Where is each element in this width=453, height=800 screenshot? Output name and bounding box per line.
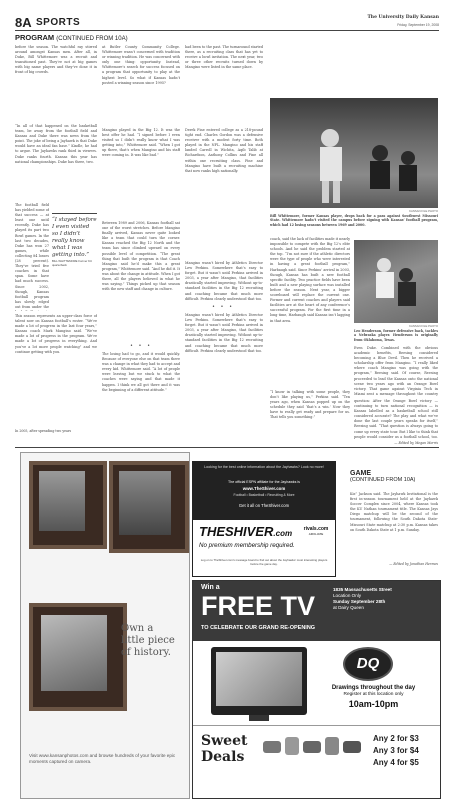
- story-col3-bottom: Mangino wasn’t hired by Athletics Director Lew Perkins. Somewhere that’s easy to forget. But it wasn’t until Perkins arrived in 2003, a year after Mangino, that facilities drastically started improving. Without up-to-standard facilities in the Big 12 recruiting and coaching became that much more difficult. Perkins clearly understood that too.: [185, 261, 263, 301]
- page-header: [15, 12, 439, 32]
- paper-name: The University Daily Kansan: [367, 15, 439, 20]
- story-col2-bottom2: The losing had to go, and it would quickly. Because of everyone else on that team there was a change in what they had to accept and every kid. Whittemore said. “A lot of people were leaving but we stuck to what the coaches were saying and that made it happen. I think we all got there and it was the beginning of a different attitude.”: [102, 352, 180, 392]
- story-col2-bottom: Between 1989 and 2006, Kansas football sat one of the worst stretches. Before Mangino finally arrived, Kansas never quite looked like a team that could turn the corner. Kansas reached the Big 12 North and the team has since climbed upward on every possible level of competition. “The great thing that built the program is that Coach Mangino said he’d make this a great program,” Whittemore said. “And he did it. It was about the change in attitude. When I got there, all the players believed in what he was saying.” Things picked up that season with the new staff and change in culture.: [102, 221, 180, 292]
- left-small-caption: In 2005, after spreading two years: [15, 429, 72, 433]
- tv-stand: [249, 715, 269, 721]
- dairy-queen-ad: [192, 580, 441, 799]
- page-number: 8A: [15, 15, 32, 30]
- second-photo-credit: KANSAN FILE PHOTO: [409, 324, 438, 328]
- game-edited-by: — Edited by Jonathan Hermes: [389, 562, 438, 566]
- shiver-affiliate-1: The official ESPN affiliate for the Jayhawks is: [228, 480, 300, 484]
- treats-illustration: [263, 733, 363, 773]
- rivals-tag: AFFILIATE: [308, 532, 324, 536]
- dq-hours: 10am-10pm: [348, 699, 399, 709]
- pullquote-credit: BILL WHITTEMORE Former KU quarterback: [52, 259, 92, 268]
- dq-address-1: 1835 Massachusetts Street: [333, 587, 392, 592]
- dq-top-banner: [193, 581, 440, 641]
- game-kicker: [350, 470, 440, 483]
- story-edited-by: — Edited by Megan Morris: [394, 441, 438, 445]
- story-col1-last: This season represents an upper-class force of talent now on Kansas football’s roster. “We’re made a lot of progress in the last four years,” Kansas coach Mark Mangino said. “We’ve made a lot of progress in the program. We’re made a lot of progress in everything. And you’ve a lot more people watching” and we continue getting with you.: [15, 314, 97, 354]
- football-action-icon: [270, 98, 438, 208]
- section-break-bullets: • • •: [130, 343, 153, 349]
- main-photo: [270, 98, 438, 208]
- deals-list: [373, 733, 435, 769]
- frame-1-image: [39, 471, 85, 531]
- treat-icon-3: [303, 741, 321, 753]
- story-col3-mid: Derek Fine entered college as a 218-pound tight end. Charles Gordon was a defensive receiver with a modest forty time. Both played in the NFL. Mangino and his staff landed Carroll in Wichita, Aqib Talib at Richardson, Anthony Collins and Fine all within one recruiting class. Fine and Mangino have built a recruiting machine that now ranks high nationally.: [185, 128, 263, 173]
- photo-frame-3: [29, 603, 127, 711]
- dq-win-label: Win a: [201, 584, 220, 591]
- story-col1-mid: “In all of that happened on the basketball team, be away from the football field and Kansas and Duke there was news from the point. The joke of being a Jayhawk is that Duke would have an ideal fan base.” Kindle, he had to argue. The Jayhawks rank third in viewers. Duke ranks fourth. Kansas this year has national championships. Duke has three, two.: [15, 124, 97, 164]
- game-kicker-label: GAME: [350, 470, 371, 477]
- story-col2-top: at Butler County Community College. Whittemore wasn’t concerned with tradition or winning tradition. He was concerned with only one thing: opportunity. Instead, Whittemore’s search for success focused on a program that opportunity to play at the highest level. So what if Kansas hadn’t posted a winning season since 1995?: [102, 45, 180, 85]
- ad-headline: [121, 623, 183, 659]
- ad-visit-text: Visit www.kansanphotos.com and browse hundreds of your favorite epic moments captured on camera.: [29, 753, 176, 764]
- treat-icon-1: [263, 741, 281, 753]
- main-photo-credit: KANSAN FILE PHOTO: [409, 209, 438, 213]
- dq-drawings-2: Register at this location only: [343, 692, 404, 697]
- date-line: Friday, September 19, 2008: [397, 23, 439, 27]
- story-col4-bottom: “I know in talking with some people, they don’t like playing us,” Perkins said. “Ten years ago, when Kansas popped up on the schedule they said ‘that’s a win.’ Now they have to really get ready and prepare for us. That tells you something.”: [270, 390, 350, 420]
- shiver-cta: Get it all on TheShiver.com: [238, 503, 290, 508]
- shiver-footer: Log on to TheShiver.com’s message board to find out about the Jayhawks' most interesting players before the game day.: [200, 558, 328, 566]
- headline-line2: little piece: [121, 635, 175, 646]
- sweet-deals-title: [201, 733, 247, 765]
- story-col2-mid: Mangino played in the Big 12. It was the best offer he had. “I signed before I even visited so I didn’t really know what I was getting into,” Whittemore said. “When I got up there, that’s when Mangino and his staff were coming in. It was like bad.”: [102, 128, 180, 158]
- shiver-logo-text: THESHIVER: [199, 524, 274, 539]
- pullquote-text: “I stayed before I even visited so I didn’t really know what I was getting into.”: [52, 217, 97, 258]
- story-col1-top: before the season. The watchful ray stirred around amongst Kansas men. After all, in Duke, Bill Whittemore was a recruit and transitioned past. They’re not at big games with big name players and they’ve done it in front of big crowds.: [15, 45, 97, 75]
- frame-3-image: [41, 615, 107, 691]
- tackle-action-icon: [354, 240, 438, 323]
- deal-3: Any 4 for $5: [373, 758, 419, 767]
- tv-illustration: [211, 647, 307, 715]
- deal-2: Any 3 for $4: [373, 746, 419, 755]
- shiver-logo: [199, 524, 299, 539]
- ads-divider: [15, 447, 439, 448]
- pullquote-box: [52, 213, 97, 293]
- story-col5-top: Even Duke. Combined with the obvious academic benefits, Reesing considered becoming a Blue Devil. Then he received a scholarship offer from Mangino. “I really liked where coach Mangino was going with the program,” Reesing said. Of course, Reesing proceeded to lead the Kansas onto the national scene two years ago with an Orange Bowl victory. That game against Virginia Tech in Miami sent a message throughout the country: [354, 346, 438, 396]
- dq-free-tv: FREE TV: [201, 591, 316, 621]
- deal-1: Any 2 for $3: [373, 734, 419, 743]
- shiver-affiliate-2: www.TheShiver.com: [242, 486, 286, 491]
- second-photo: [354, 240, 438, 323]
- shiver-tagline: No premium membership required.: [199, 542, 295, 549]
- second-photo-caption: Leo Henderson, former defensive back, tackles a Nebraska player. Henderson is originally from Oklahoma, Texas.: [354, 329, 438, 342]
- shiver-banner: [193, 462, 335, 520]
- dq-date-2: at Dairy Queen: [333, 605, 364, 610]
- main-photo-caption: Bill Whittemore, former Kansas player, drops back for a pass against Southwest Missouri State. Whittemore hadn’t visited the campus before signing with Kansas’ football program, which had 12 losing seasons between 1969 and 2000.: [270, 214, 438, 227]
- sweet-label: Sweet: [201, 733, 248, 749]
- game-story-text: Kis” Jackson said. The Jayhawk Invitational is the first in-season tournament held at the Jayhawk Soccer Complex since 2004, where Kansas took the KU Nathan tournament title. The Kansas Jays Diego matchup will be the second of the tournament, following the South Dakota State-Missouri State matchup at 2:30 p.m. Kansas takes on South Dakota State at 1 p.m. Sunday.: [350, 492, 438, 532]
- kicker-continued: (CONTINUED FROM 10A): [56, 36, 128, 42]
- header-rule: [15, 30, 439, 31]
- shiver-logo-suffix: .com: [273, 529, 293, 538]
- story-col1-bottom: The football field has yielded some of that success — at least one until recently. Duke has played its part two Bowl games. In the last two decades, Duke has won 27 games, while collecting 84 losses (28 percent). They’ve tried five coaches in that span. Some have had much success. Since 2002, though, Kansas football program has slowly edged out from under the: [15, 203, 49, 309]
- headline-line1: Own a: [121, 623, 154, 634]
- dq-address: [333, 587, 433, 611]
- photo-frame-2: [109, 461, 189, 553]
- dq-subline: TO CELEBRATE OUR GRAND RE-OPENING: [201, 625, 316, 631]
- dq-logo: [343, 647, 393, 681]
- shiver-intro: Looking for the best online information about the Jayhawks? Look no more!: [204, 465, 324, 469]
- story-col3-top: had been to the past. The turnaround started there, as a recruiting class that has yet to receive a bowl invitation. The next year, two or three other recruits turned down by Mangino were listed in the same place.: [185, 45, 263, 70]
- story-col4-top: coach, said the lack of facilities made it nearly impossible to compete with the Big 12’s elite schools. And he said the problem started at the top. “I’m not sure if the athletic directors were the type of people who were interested in having a great football program,” Harbaugh said. Since Perkins’ arrival in 2003, though, Kansas has built a new football specific facility. Two practice fields have been built and a new playing surface was installed before the season. Next year, a bigger scoreboard will replace the current one. Former and current coaches and players said facilities are at the heart of any conference’s successful program. For the first time in a long time, Harbaugh said Kansas isn’t lagging in that area.: [270, 237, 350, 323]
- frame-2-image: [119, 471, 171, 535]
- story-col3-last: Mangino wasn’t hired by Athletics Director Lew Perkins. Somewhere that’s easy to forget. But it wasn’t until Perkins arrived in 2003, a year after Mangino, that facilities drastically started improving. Without up-to-standard facilities in the Big 12 recruiting and coaching became that much more difficult. Perkins clearly understood that too.: [185, 313, 263, 353]
- story-col5-bottom: question: After the Orange Bowl victory — continuing to turn national recognition — is Kansas labelled as a basketball school still considered accurate? The play and what we’ve done the last couple years speaks for itself,” Reesing said. “That question is always going to come up every state tour. But I like to think that people would consider us a football school, too.: [354, 399, 438, 439]
- rivals-network: rivals.com: [303, 526, 329, 532]
- theshiver-ad: [192, 461, 336, 577]
- kansanphotos-ad: [20, 452, 190, 799]
- rivals-logo: [299, 526, 333, 536]
- dq-address-2: Location Only: [333, 593, 362, 598]
- dq-logo-text: DQ: [356, 655, 380, 672]
- treat-icon-5: [343, 741, 361, 753]
- section-name: SPORTS: [36, 17, 81, 28]
- game-kicker-continued: (CONTINUED FROM 10A): [350, 477, 416, 483]
- dq-drawings: [311, 685, 436, 709]
- story-kicker: [15, 33, 128, 42]
- tv-screen: [216, 652, 302, 706]
- headline-line3: of history.: [121, 647, 171, 658]
- dq-drawings-1: Drawings throughout the day: [331, 685, 416, 691]
- dq-divider: [193, 725, 440, 726]
- deals-label: Deals: [201, 749, 245, 765]
- photo-frame-1: [29, 461, 107, 549]
- shiver-affiliate-3: Football • Basketball • Recruiting & More: [233, 493, 295, 497]
- treat-icon-2: [285, 737, 299, 755]
- dq-date-1: Sunday September 28th: [333, 599, 386, 604]
- section-break-bullets-col3: • • •: [212, 304, 235, 310]
- kicker-label: PROGRAM: [15, 33, 55, 42]
- pullquote-rule-top: [52, 213, 97, 214]
- treat-icon-4: [325, 737, 339, 755]
